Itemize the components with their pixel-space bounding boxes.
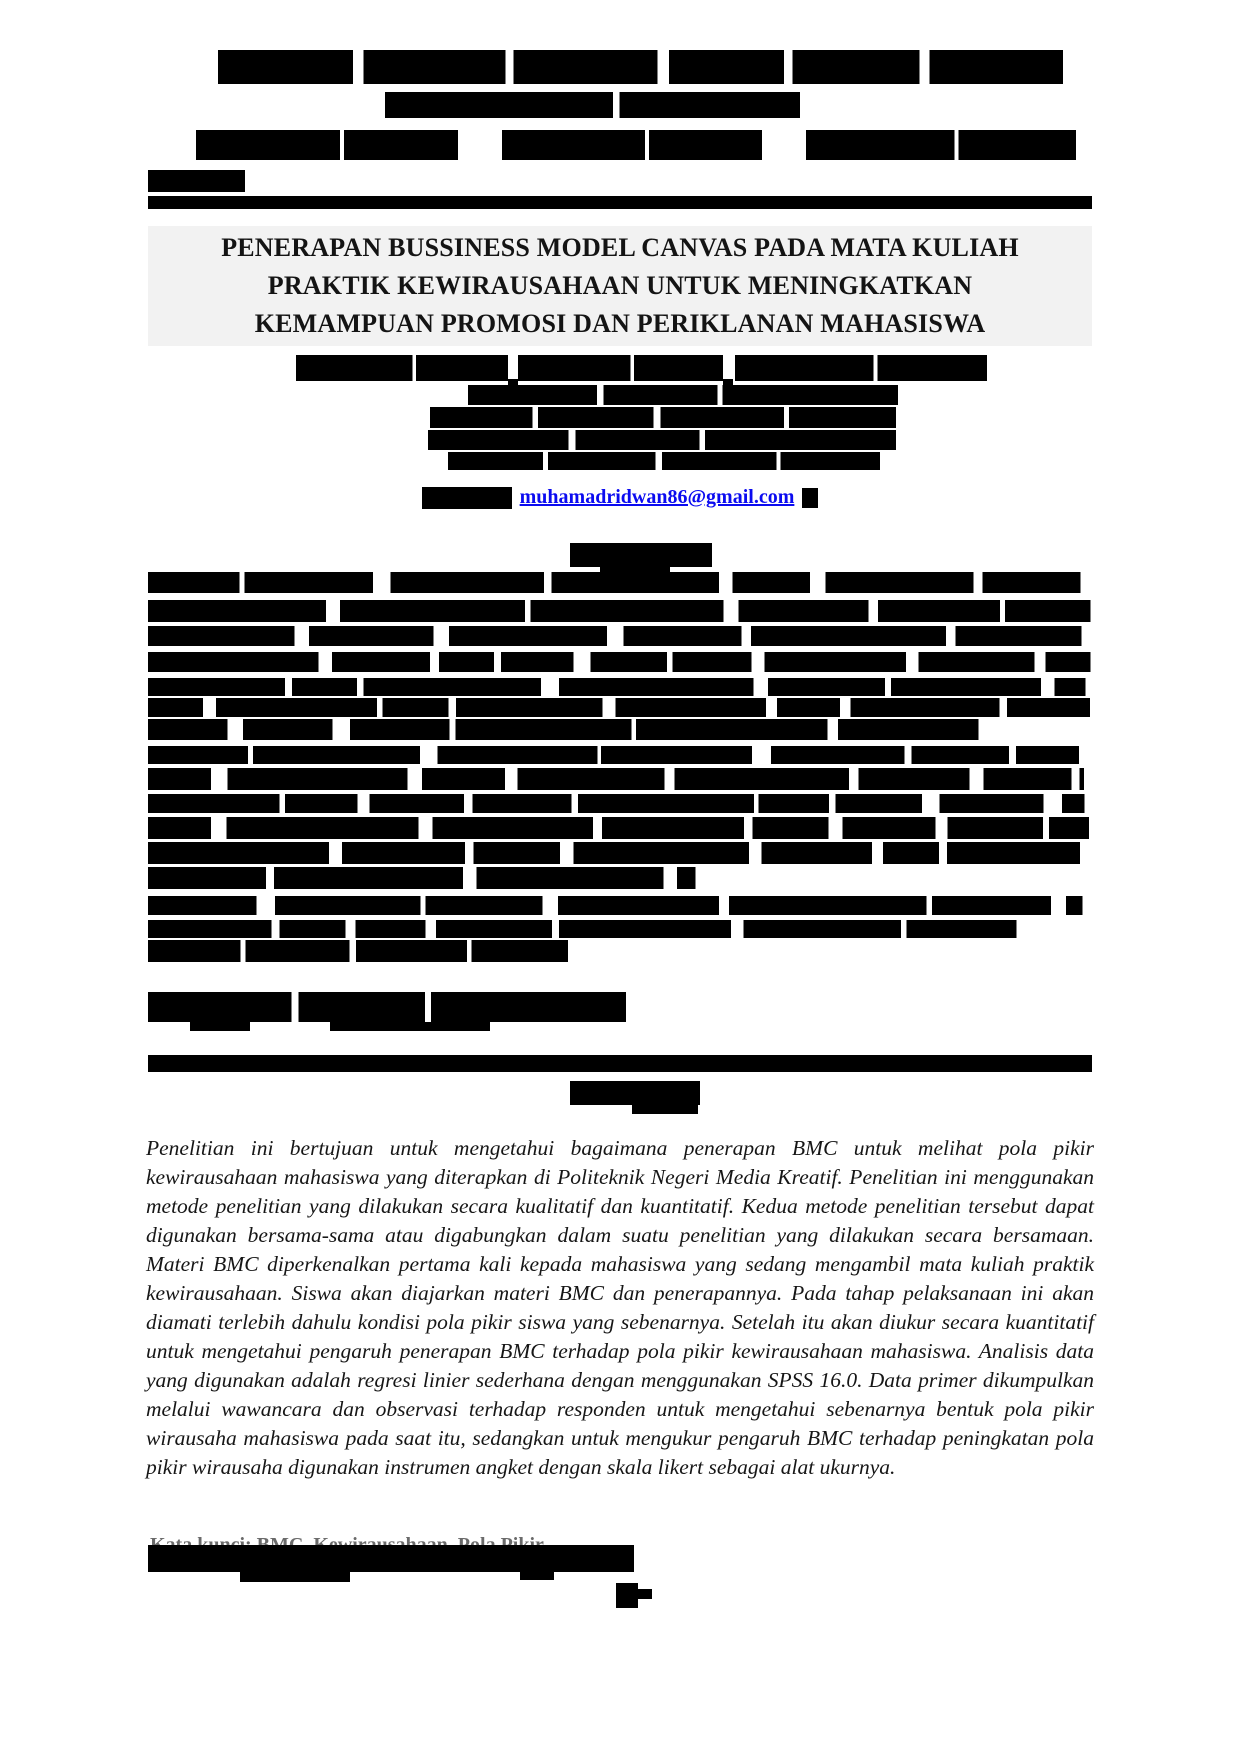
- redaction-row: [148, 842, 1092, 864]
- redacted-author-3: [735, 355, 987, 381]
- redaction-mark: [240, 1572, 350, 1582]
- redacted-header-item-2: [502, 130, 762, 160]
- paper-title-line-2: PRAKTIK KEWIRAUSAHAAN UNTUK MENINGKATKAN: [267, 271, 973, 300]
- redacted-affiliation-line-1: [468, 385, 898, 405]
- redaction-row: [148, 678, 1092, 696]
- redaction-row: [148, 817, 1092, 839]
- redaction-mark: [802, 488, 818, 508]
- redacted-email-label: [422, 487, 512, 509]
- redaction-row: [148, 572, 1092, 593]
- paper-title-line-3: KEMAMPUAN PROMOSI DAN PERIKLANAN MAHASISWA: [254, 309, 986, 338]
- paper-title-line-1: PENERAPAN BUSSINESS MODEL CANVAS PADA MATA KULIAH: [221, 233, 1019, 262]
- redaction-row: [148, 920, 1092, 938]
- redacted-author-2: [518, 355, 723, 381]
- redaction-mark: [638, 1589, 652, 1599]
- redaction-row: [148, 600, 1092, 622]
- abstrak-rule: [148, 1055, 1092, 1072]
- redacted-keywords-en: [148, 940, 568, 962]
- redaction-row: [148, 652, 1092, 672]
- redaction-row: [148, 794, 1092, 813]
- redaction-mark: [616, 1583, 638, 1608]
- redacted-dates-line: [148, 992, 626, 1022]
- title-box: [148, 226, 1092, 346]
- redaction-row: [148, 896, 1092, 915]
- redacted-journal-header-line2: [385, 92, 800, 118]
- abstrak-paragraph: Penelitian ini bertujuan untuk mengetahui bagaimana penerapan BMC untuk melihat pola pikir kewirausahaan mahasiswa yang diterapkan di Politeknik Negeri Media Kreatif. Penelitian ini menggunakan metode penelitian yang dilakukan secara kualitatif dan kuantitatif. Kedua metode penelitian tersebut dapat digunakan bersama-sama atau digabungkan dalam suatu penelitian yang dilakukan secara bersamaan. Materi BMC diperkenalkan pertama kali kepada mahasiswa yang sedang mengambil mata kuliah praktik kewirausahaan. Siswa akan diajarkan materi BMC dan penerapannya. Pada tahap pelaksanaan ini akan diamati terlebih dahulu kondisi pola pikir siswa yang sebenarnya. Setelah itu akan diukur secara kuantitatif untuk mengetahui pengaruh penerapan BMC terhadap pola pikir kewirausahaan mahasiswa. Analisis data yang digunakan adalah regresi linier sederhana dengan menggunakan SPSS 16.0. Data primer dikumpulkan melalui wawancara dan observasi terhadap responden untuk mengetahui sebenarnya bentuk pola pikir wirausaha mahasiswa pada saat itu, sedangkan untuk mengukur pengaruh BMC terhadap peningkatan pola pikir wirausaha digunakan instrumen angket dengan skala likert sebagai alat ukurnya.: [146, 1135, 1094, 1479]
- redacted-abstract-heading: [570, 543, 712, 567]
- redaction-mark: [632, 1105, 698, 1114]
- redacted-journal-header-line1: [218, 50, 1063, 84]
- email-row: [0, 486, 1240, 509]
- redaction-row: [148, 746, 1092, 764]
- redacted-issue-label: [148, 170, 245, 192]
- redaction-mark: [520, 1572, 554, 1580]
- redaction-row: [148, 626, 1092, 646]
- redacted-abstract-en: [148, 572, 1092, 938]
- redacted-abstrak-heading: [570, 1081, 700, 1105]
- redacted-affiliation-line-4: [448, 452, 880, 470]
- redacted-header-item-1: [196, 130, 458, 160]
- redaction-row: [148, 768, 1092, 790]
- redacted-header-item-3: [806, 130, 1076, 160]
- redaction-mark: [190, 1022, 250, 1031]
- redacted-author-1: [296, 355, 508, 381]
- redaction-row: [148, 867, 1092, 889]
- redaction-row: [148, 719, 1092, 740]
- redaction-mark: [330, 1022, 490, 1031]
- redaction-row: [148, 698, 1092, 717]
- redacted-affiliation-line-2: [430, 407, 896, 428]
- redacted-affiliation-line-3: [428, 430, 896, 450]
- redacted-keywords-id: [148, 1545, 634, 1572]
- header-rule: [148, 196, 1092, 209]
- email-link[interactable]: muhamadridwan86@gmail.com: [519, 486, 795, 508]
